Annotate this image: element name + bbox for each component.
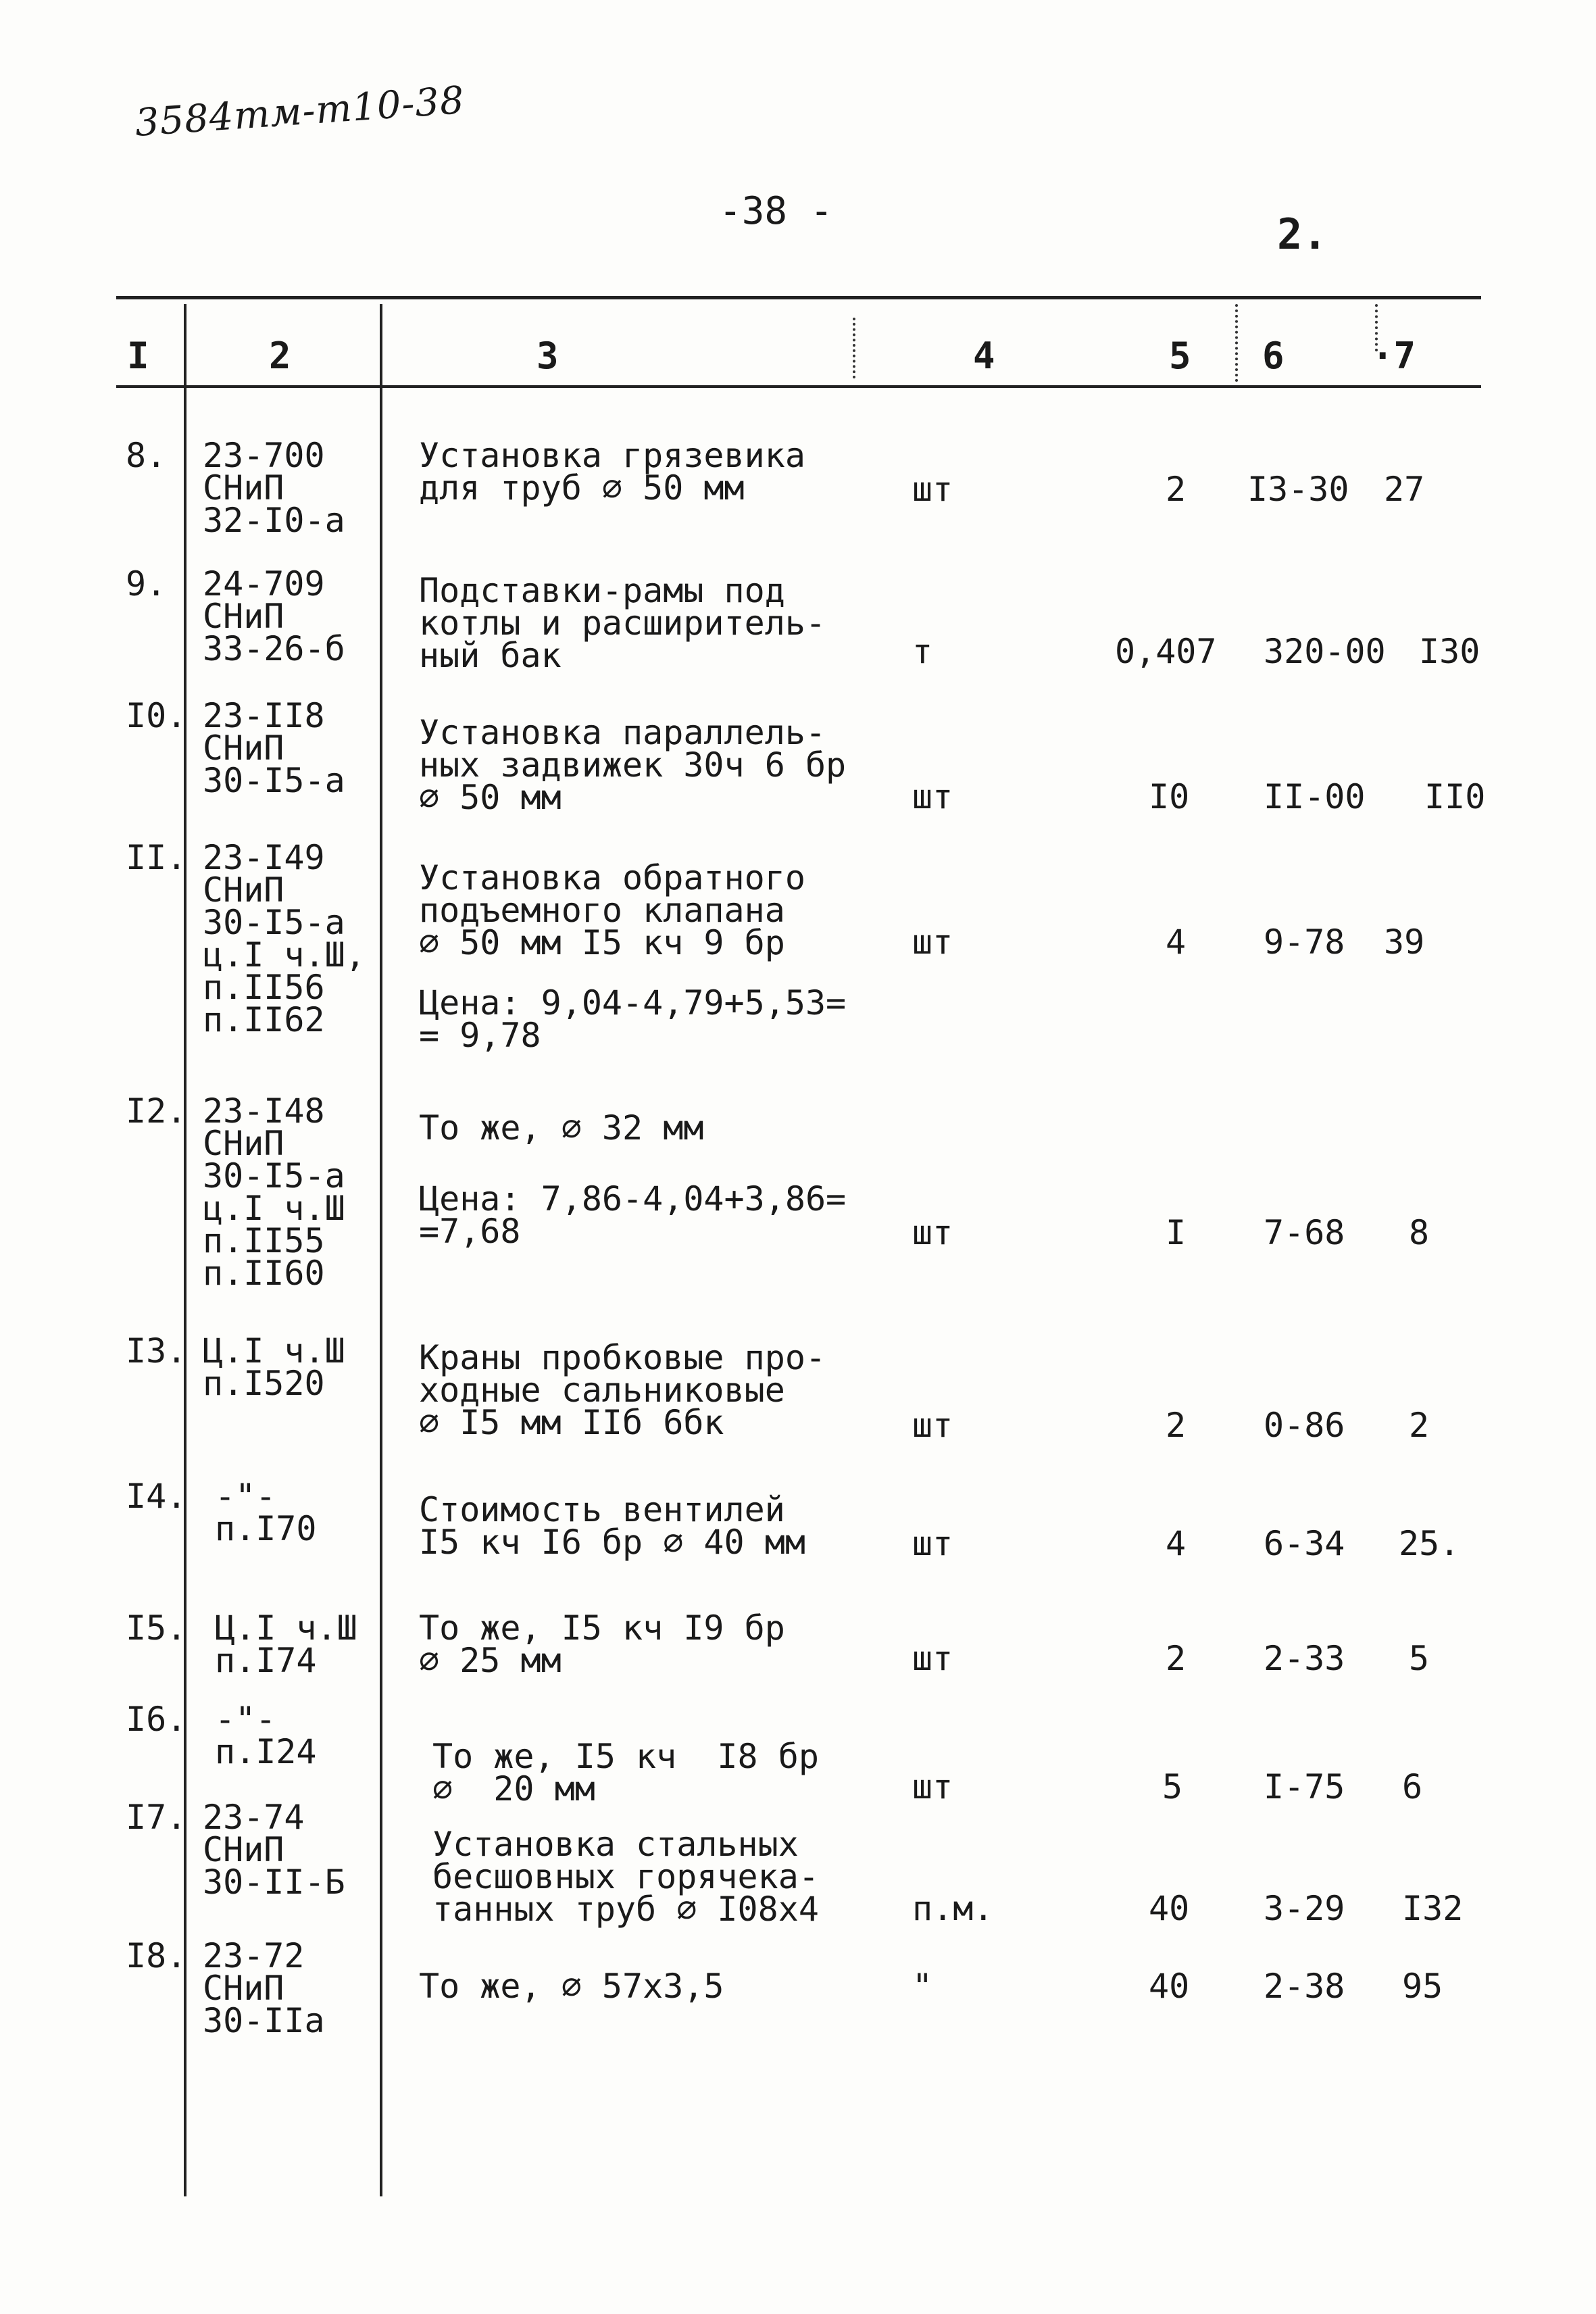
row-price: 7-68 xyxy=(1264,1213,1345,1252)
row-total: 8 xyxy=(1409,1213,1430,1252)
row-unit: шт xyxy=(912,1524,953,1563)
row-number: II. xyxy=(126,838,187,877)
row-total: 25. xyxy=(1399,1524,1460,1563)
row-unit: шт xyxy=(912,777,953,816)
row-description: Установка параллель- ных задвижек 30ч 6 бр ∅ 50 мм xyxy=(419,713,847,817)
row-number: I4. xyxy=(126,1477,187,1516)
col-header-7: ·7 xyxy=(1372,335,1416,377)
row-price: 320-00 xyxy=(1264,632,1386,671)
row-price: I-75 xyxy=(1264,1767,1345,1806)
row-number: 8. xyxy=(126,436,167,475)
row-quantity: 2 xyxy=(1166,1406,1187,1445)
row-price: 2-33 xyxy=(1264,1639,1345,1678)
row-reference: 23-74 СНиП 30-II-Б xyxy=(203,1798,345,1902)
row-number: 9. xyxy=(126,564,167,604)
row-number: I8. xyxy=(126,1936,187,1975)
row-price: 0-86 xyxy=(1264,1406,1345,1445)
row-unit: шт xyxy=(912,1406,953,1445)
row-reference: 24-709 СНиП 33-26-б xyxy=(203,564,345,668)
row-quantity: 2 xyxy=(1166,1639,1187,1678)
row-price-note: Цена: 9,04-4,79+5,53= = 9,78 xyxy=(419,983,847,1055)
row-description: Установка обратного подъемного клапана ∅ 50 мм I5 кч 9 бр xyxy=(419,858,805,962)
row-reference: 23-700 СНиП 32-I0-а xyxy=(203,436,345,540)
row-description: Установка стальных бесшовных горячека- танных труб ∅ I08х4 xyxy=(432,1825,819,1929)
row-number: I2. xyxy=(126,1091,187,1131)
row-quantity: I0 xyxy=(1149,777,1190,816)
row-reference: 23-II8 СНиП 30-I5-а xyxy=(203,696,345,800)
row-quantity: 4 xyxy=(1166,1524,1187,1563)
col-header-5: 5 xyxy=(1169,335,1191,377)
row-description: Установка грязевика для труб ∅ 50 мм xyxy=(419,436,805,508)
row-unit: " xyxy=(912,1967,933,2006)
row-total: 39 xyxy=(1384,922,1425,962)
row-quantity: 4 xyxy=(1166,922,1187,962)
column-separator-1 xyxy=(184,304,186,2196)
row-price: 2-38 xyxy=(1264,1967,1345,2006)
row-description: То же, I5 кч I9 бр ∅ 25 мм xyxy=(419,1608,785,1680)
col-header-4: 4 xyxy=(973,335,995,377)
row-total: I30 xyxy=(1419,632,1480,671)
row-quantity: 5 xyxy=(1162,1767,1183,1806)
row-total: 95 xyxy=(1402,1967,1443,2006)
row-total: 2 xyxy=(1409,1406,1430,1445)
row-description: Краны пробковые про- ходные сальниковые ∅ I5 мм IIб 6бк xyxy=(419,1338,826,1442)
row-number: I6. xyxy=(126,1700,187,1739)
row-quantity: I xyxy=(1166,1213,1187,1252)
handwritten-note: 3584тм-т10-38 xyxy=(133,78,466,145)
col-header-6: 6 xyxy=(1262,335,1285,377)
row-price-note: Цена: 7,86-4,04+3,86= =7,68 xyxy=(419,1179,847,1251)
row-reference: Ц.I ч.Ш п.I520 xyxy=(203,1331,345,1403)
row-total: II0 xyxy=(1424,777,1486,816)
row-description: То же, ∅ 32 мм xyxy=(419,1108,704,1148)
col-header-1: I xyxy=(127,335,149,377)
row-unit: шт xyxy=(912,1639,953,1678)
row-description: Подставки-рамы под котлы и расширитель- ный бак xyxy=(419,571,826,675)
row-reference: -"- п.I24 xyxy=(215,1700,317,1771)
col-header-3: 3 xyxy=(537,335,559,377)
column-separator-2 xyxy=(380,304,382,2196)
col-header-2: 2 xyxy=(269,335,291,377)
row-unit: шт xyxy=(912,1767,953,1806)
row-description: Стоимость вентилей I5 кч I6 бр ∅ 40 мм xyxy=(419,1490,805,1562)
row-total: 5 xyxy=(1409,1639,1430,1678)
row-reference: 23-I48 СНиП 30-I5-а ц.I ч.Ш п.II55 п.II60 xyxy=(203,1091,345,1293)
row-description: То же, I5 кч I8 бр ∅ 20 мм xyxy=(432,1737,819,1808)
row-unit: шт xyxy=(912,1213,953,1252)
row-price: 9-78 xyxy=(1264,922,1345,962)
row-price: II-00 xyxy=(1264,777,1366,816)
row-description: То же, ∅ 57х3,5 xyxy=(419,1967,724,2006)
row-number: I0. xyxy=(126,696,187,735)
row-unit: т xyxy=(912,632,933,671)
row-unit: п.м. xyxy=(912,1889,994,1928)
row-number: I3. xyxy=(126,1331,187,1371)
row-total: I32 xyxy=(1402,1889,1464,1928)
table-header-rule xyxy=(116,385,1481,388)
row-quantity: 2 xyxy=(1166,470,1187,509)
row-price: 6-34 xyxy=(1264,1524,1345,1563)
column-separator-3 xyxy=(853,318,855,378)
row-number: I5. xyxy=(126,1608,187,1648)
row-total: 27 xyxy=(1384,470,1425,509)
page-number: -38 - xyxy=(719,189,833,233)
row-total: 6 xyxy=(1402,1767,1423,1806)
row-quantity: 40 xyxy=(1149,1889,1190,1928)
table-top-rule xyxy=(116,296,1481,299)
row-quantity: 0,407 xyxy=(1115,632,1217,671)
row-reference: -"- п.I70 xyxy=(215,1477,317,1548)
row-unit: шт xyxy=(912,470,953,509)
column-separator-4 xyxy=(1235,304,1238,382)
row-quantity: 40 xyxy=(1149,1967,1190,2006)
row-reference: Ц.I ч.Ш п.I74 xyxy=(215,1608,357,1680)
row-price: 3-29 xyxy=(1264,1889,1345,1928)
row-unit: шт xyxy=(912,922,953,962)
row-reference: 23-72 СНиП 30-IIа xyxy=(203,1936,325,2040)
row-reference: 23-I49 СНиП 30-I5-а ц.I ч.Ш, п.II56 п.II62 xyxy=(203,838,366,1039)
row-price: I3-30 xyxy=(1247,470,1349,509)
row-number: I7. xyxy=(126,1798,187,1837)
sheet-number: 2. xyxy=(1277,210,1328,259)
